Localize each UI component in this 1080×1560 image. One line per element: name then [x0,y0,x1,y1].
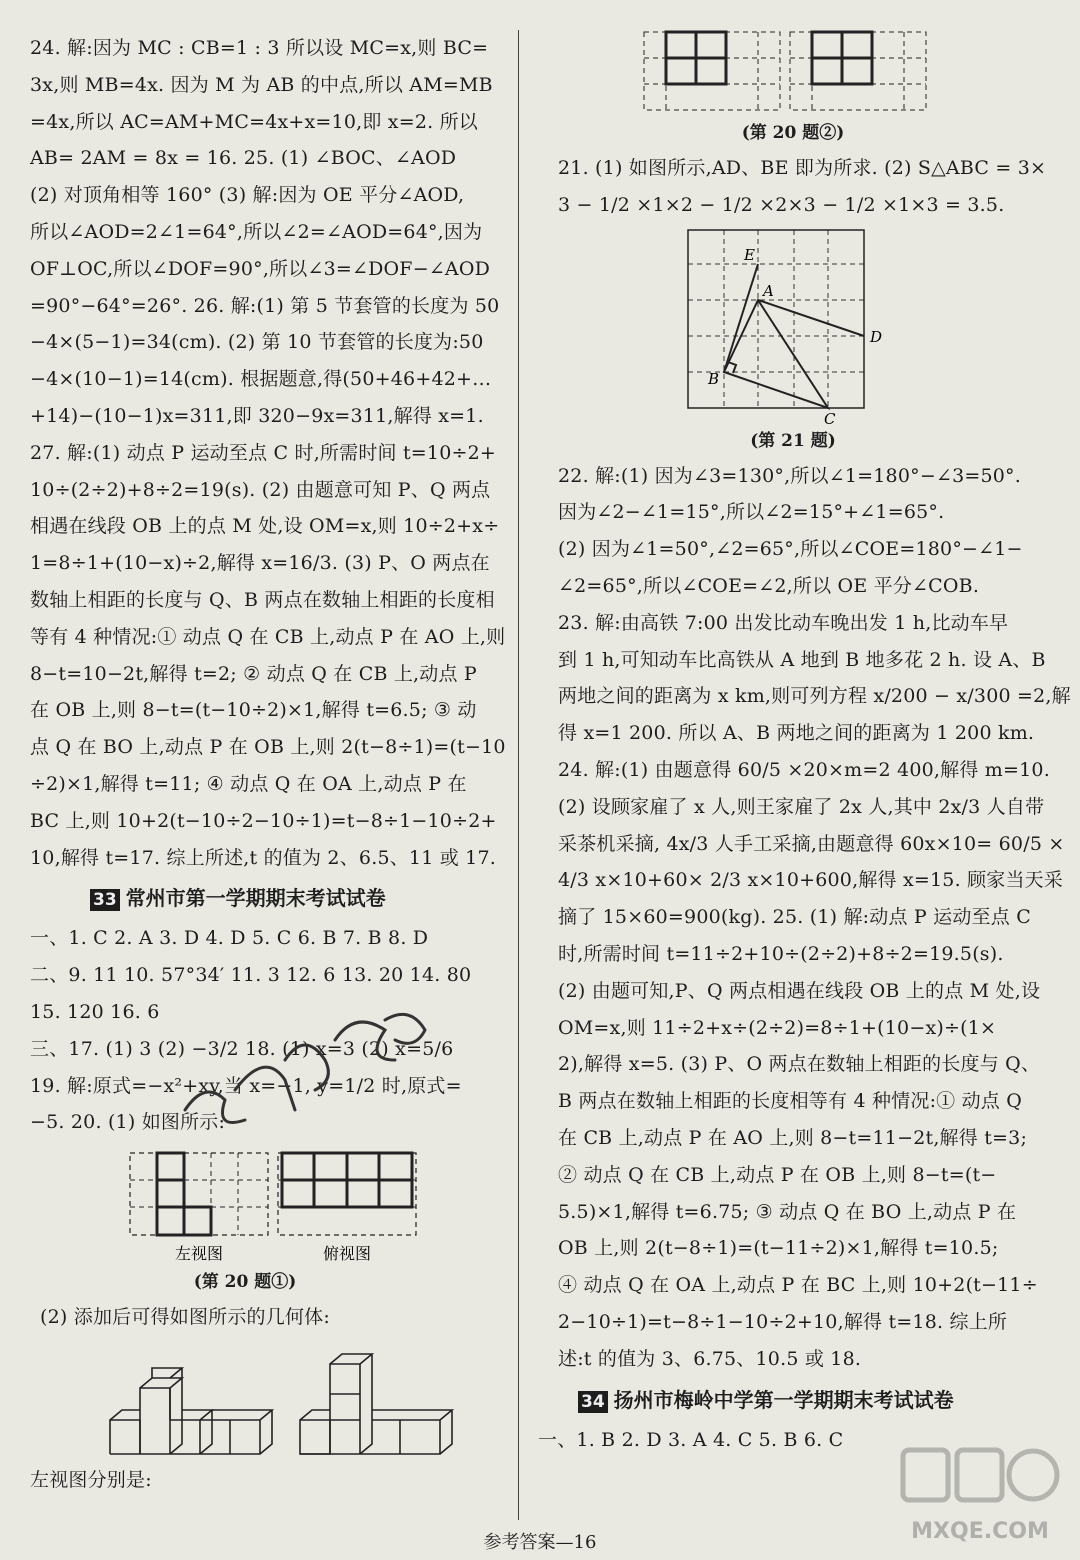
right-lines_b-line: 因为∠2−∠1=15°,所以∠2=15°+∠1=65°. [558,501,945,524]
left-lines_a-line: 所以∠AOD=2∠1=64°,所以∠2=∠AOD=64°,因为 [30,220,483,243]
figure-20-solids [30,1336,500,1466]
section-33-number: 33 [90,889,120,911]
right-lines_b-line: 2−10÷1)=t−8÷1−10÷2+10,解得 t=18. 综上所 [558,1310,1008,1333]
right-lines_b-line: 24. 解:(1) 由题意得 60/5 ×20×m=2 400,解得 m=10. [558,758,1050,781]
column-divider [518,30,519,1520]
point-d-label: D [870,327,883,346]
right-lines_a-line: 3 − 1/2 ×1×2 − 1/2 ×2×3 − 1/2 ×1×3 = 3.5. [558,193,1005,216]
point-b-label: B [708,369,720,388]
left-lines_a-line: 数轴上相距的长度与 Q、B 两点在数轴上相距的长度相 [30,588,495,611]
right-lines_b-line: 两地之间的距离为 x km,则可列方程 x/200 − x/300 =2,解 [558,685,1071,708]
right-lines_b-line: 述:t 的值为 3、6.75、10.5 或 18. [558,1347,862,1370]
page-footer: 参考答案—16 [483,1532,597,1553]
right-lines_b-line: 摘了 15×60=900(kg). 25. (1) 解:动点 P 运动至点 C [558,906,1031,929]
right-lines_b-line: OM=x,则 11÷2+x÷(2÷2)=8÷1+(10−x)÷(1× [558,1016,997,1039]
section-34-heading [578,1378,1028,1422]
section-33-heading [90,876,500,920]
left-lines_b-line: 15. 120 16. 6 [30,1000,160,1023]
right-lines_b-line: 得 x=1 200. 所以 A、B 两地之间的距离为 1 200 km. [558,722,1035,745]
right-lines_b-line: (2) 因为∠1=50°,∠2=65°,所以∠COE=180°−∠1− [558,538,1023,561]
right-text-block-a [558,150,1047,224]
left-lines_b-line: −5. 20. (1) 如图所示: [30,1111,226,1134]
right-lines_b-line: ② 动点 Q 在 CB 上,动点 P 在 OB 上,则 8−t=(t− [558,1163,997,1186]
right-column [538,30,1071,1458]
left-lines_a-line: 8−t=10−2t,解得 t=2; ② 动点 Q 在 CB 上,动点 P [30,662,477,685]
left-line-c: (2) 添加后可得如图所示的几何体: [40,1306,330,1329]
left-lines_a-line: =90°−64°=26°. 26. 解:(1) 第 5 节套管的长度为 50 [30,294,500,317]
right-line-c: 一、1. B 2. D 3. A 4. C 5. B 6. C [538,1428,844,1451]
figure-20-2-caption: (第 20 题②) [741,123,845,143]
right-lines_b-line: (2) 由题可知,P、Q 两点相遇在线段 OB 上的点 M 处,设 [558,979,1041,1002]
left-lines_a-line: =4x,所以 AC=AM+MC=4x+x=10,即 x=2. 所以 [30,110,479,133]
left-lines_b-line: 一、1. C 2. A 3. D 4. D 5. C 6. B 7. B 8. D [30,927,429,950]
figure-21 [558,224,1028,424]
left-lines_a-line: 24. 解:因为 MC : CB=1 : 3 所以设 MC=x,则 BC= [30,37,489,59]
left-lines_a-line: OF⊥OC,所以∠DOF=90°,所以∠3=∠DOF−∠AOD [30,257,491,280]
left-lines_a-line: ÷2)×1,解得 t=11; ④ 动点 Q 在 OA 上,动点 P 在 [30,772,467,795]
right-lines_b-line: 到 1 h,可知动车比高铁从 A 地到 B 地多花 2 h. 设 A、B [558,648,1046,671]
left-lines_a-line: 10÷(2÷2)+8÷2=19(s). (2) 由题意可知 P、Q 两点 [30,478,491,501]
left-lines_a-line: (2) 对顶角相等 160° (3) 解:因为 OE 平分∠AOD, [30,184,465,207]
point-c-label: C [824,409,836,424]
right-lines_a-line: 21. (1) 如图所示,AD、BE 即为所求. (2) S△ABC = 3× [558,157,1047,179]
right-lines_b-line: 23. 解:由高铁 7:00 出发比动车晚出发 1 h,比动车早 [558,611,1009,634]
section-34-number: 34 [578,1391,608,1413]
section-34-title: 扬州市梅岭中学第一学期期末考试试卷 [613,1387,954,1412]
right-lines_b-line: 5.5)×1,解得 t=6.75; ③ 动点 Q 在 BO 上,动点 P 在 [558,1200,1017,1223]
right-lines_b-line: ④ 动点 Q 在 OA 上,动点 P 在 BC 上,则 10+2(t−11÷ [558,1274,1038,1297]
point-a-label: A [763,281,774,300]
figure-20-views [30,1141,500,1265]
right-text-block-b [558,458,1071,1378]
svg-text:MXQE.COM: MXQE.COM [911,1519,1049,1544]
left-column [30,30,506,1499]
right-lines_b-line: OB 上,则 2(t−8÷1)=(t−11÷2)×1,解得 t=10.5; [558,1237,999,1260]
right-lines_b-line: 22. 解:(1) 因为∠3=130°,所以∠1=180°−∠3=50°. [558,464,1022,487]
handwritten-scribble [165,1000,465,1140]
left-lines_a-line: 3x,则 MB=4x. 因为 M 为 AB 的中点,所以 AM=MB [30,73,493,96]
left-lines_a-line: 在 OB 上,则 8−t=(t−10÷2)×1,解得 t=6.5; ③ 动 [30,699,477,722]
left-view-label: 左视图 [174,1244,224,1264]
left-lines_a-line: −4×(10−1)=14(cm). 根据题意,得(50+46+42+… [30,368,492,391]
right-lines_b-line: (2) 设顾家雇了 x 人,则王家雇了 2x 人,其中 2x/3 人自带 [558,795,1045,818]
right-lines_b-line: 采茶机采摘, 4x/3 人手工采摘,由题意得 60x×10= 60/5 × [558,832,1065,855]
left-line-d: 左视图分别是: [30,1468,152,1491]
left-lines_a-line: 等有 4 种情况:① 动点 Q 在 CB 上,动点 P 在 AO 上,则 [30,625,506,648]
left-lines_b-line: 二、9. 11 10. 57°34′ 11. 3 12. 6 13. 20 14. 80 [30,964,472,987]
left-lines_b-line: 19. 解:原式=−x²+xy,当 x=−1, y=1/2 时,原式= [30,1074,462,1097]
left-lines_a-line: −4×(5−1)=34(cm). (2) 第 10 节套管的长度为:50 [30,331,484,354]
figure-20-2 [558,30,1028,116]
right-lines_b-line: 4/3 x×10+60× 2/3 x×10+600,解得 x=15. 顾家当天采 [558,869,1064,892]
left-lines_a-line: 相遇在线段 OB 上的点 M 处,设 OM=x,则 10÷2+x÷ [30,515,500,538]
right-lines_b-line: B 两点在数轴上相距的长度相等有 4 种情况:① 动点 Q [558,1090,1023,1113]
top-view-label: 俯视图 [322,1244,372,1264]
left-lines_a-line: 10,解得 t=17. 综上所述,t 的值为 2、6.5、11 或 17. [30,846,496,869]
left-lines_a-line: +14)−(10−1)x=311,即 320−9x=311,解得 x=1. [30,404,484,427]
point-e-label: E [744,245,755,264]
left-lines_a-line: BC 上,则 10+2(t−10÷2−10÷1)=t−8÷1−10÷2+ [30,809,497,832]
left-lines_a-line: 27. 解:(1) 动点 P 运动至点 C 时,所需时间 t=10÷2+ [30,441,497,464]
right-lines_b-line: ∠2=65°,所以∠COE=∠2,所以 OE 平分∠COB. [558,574,980,597]
right-lines_b-line: 时,所需时间 t=11÷2+10÷(2÷2)+8÷2=19.5(s). [558,942,1004,965]
left-lines_a-line: AB= 2AM = 8x = 16. 25. (1) ∠BOC、∠AOD [30,147,457,170]
left-lines_b-line: 三、17. (1) 3 (2) −3/2 18. (1) x=3 (2) x=5/6 [30,1037,454,1060]
left-text-block-a [30,30,506,876]
left-lines_a-line: 点 Q 在 BO 上,动点 P 在 OB 上,则 2(t−8÷1)=(t−10 [30,736,506,759]
section-33-title: 常州市第一学期期末考试试卷 [125,886,386,911]
figure-20-1-caption: (第 20 题①) [193,1272,297,1293]
right-lines_b-line: 2),解得 x=5. (3) P、O 两点在数轴上相距的长度与 Q、 [558,1053,1041,1076]
right-lines_b-line: 在 CB 上,动点 P 在 AO 上,则 8−t=11−2t,解得 t=3; [558,1126,1028,1149]
left-lines_a-line: 1=8÷1+(10−x)÷2,解得 x=16/3. (3) P、O 两点在 [30,552,490,575]
figure-21-caption: (第 21 题) [750,430,836,451]
